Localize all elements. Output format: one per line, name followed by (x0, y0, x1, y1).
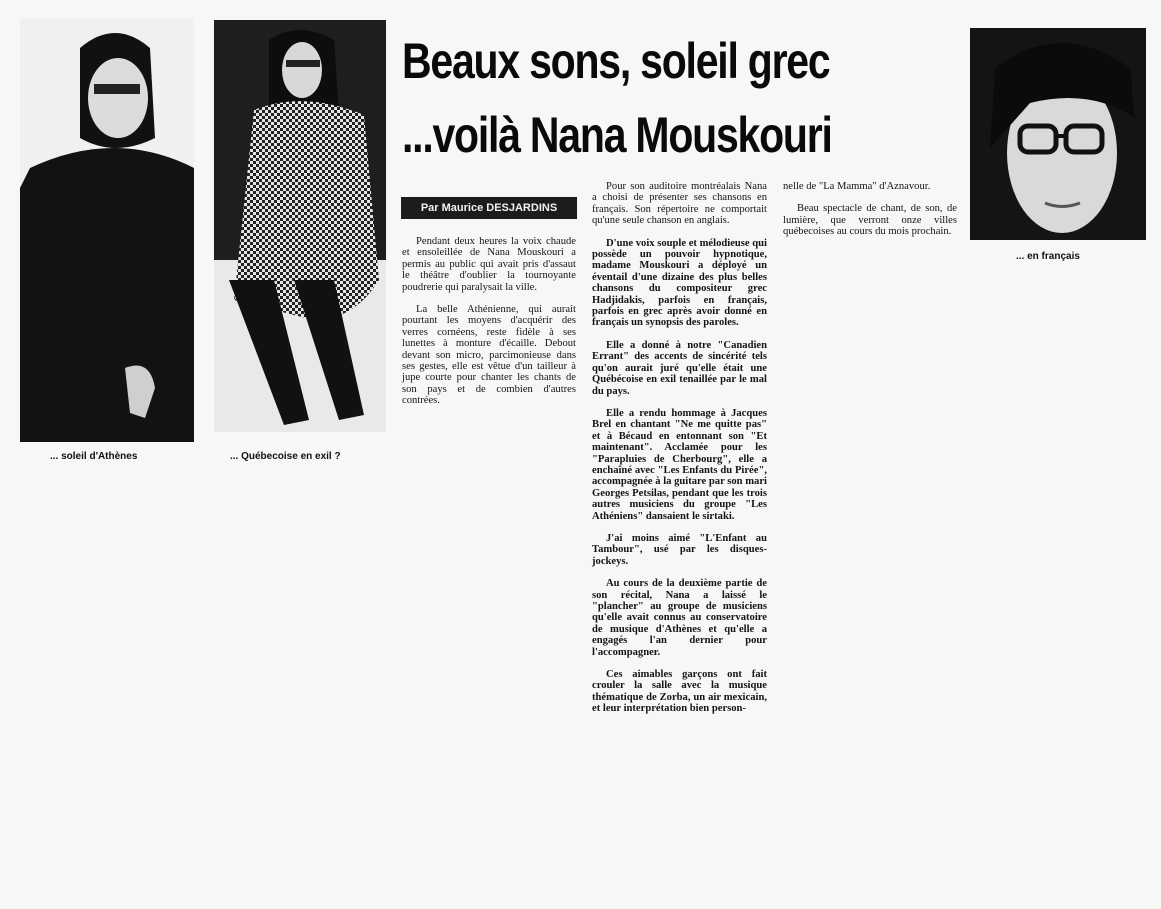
col1-paragraph: La belle Athénienne, qui aurait pourtant les moyens d'acquérir des verres cornéens, reste fidèle à ses lunettes à monture d'écaille. Debout devant son micro, parcimonieuse dans ses gestes, elle est vêtue d'un tailleur à jupe courte pour chanter les chants de son pays et de combien d'autres contrées. (402, 304, 576, 407)
photo-standing-singer-image (20, 18, 194, 442)
col2-paragraph: D'une voix souple et mélodieuse qui possède un pouvoir hypnotique, madame Mouskouri a déployé un éventail d'une dizaine des plus belles chansons du compositeur grec Hadjidakis, parfois en français, parfois en grec après avoir donné en français un synopsis des paroles. (592, 237, 767, 329)
col2-paragraph: Au cours de la deuxième partie de son récital, Nana a laissé le "plancher" au groupe de musiciens qu'elle avait connus au conservatoire de musique d'Athènes et qu'elle a engagés l'an dernier pour l'accompagner. (592, 578, 767, 658)
photo-portrait-glasses-image (970, 28, 1146, 240)
col3-paragraph: Beau spectacle de chant, de son, de lumière, que verront onze villes québecoises au cours du mois prochain. (783, 203, 957, 238)
caption-photo1: ... soleil d'Athènes (50, 451, 138, 462)
caption-photo3: ... en français (1016, 251, 1080, 262)
caption-photo2: ... Québecoise en exil ? (230, 451, 341, 462)
photo-seated-singer-image (214, 20, 386, 432)
col1-paragraph: Pendant deux heures la voix chaude et ensoleillée de Nana Mouskouri a permis au public qui avait pris d'assaut le théâtre d'oublier la tournoyante poudrerie qui paralysait la ville. (402, 236, 576, 293)
col2-paragraph: Elle a rendu hommage à Jacques Brel en chantant "Ne me quitte pas" et à Bécaud en entonnant son "Et maintenant". Acclamée pour les "Parapluies de Cherbourg", elle a enchaîné avec "Les Enfants du Pirée", accompagnée à la guitare par son mari Georges Petsilas, pendant que les trois autres musiciens du groupe "Les Athéniens" dansaient le sirtaki. (592, 407, 767, 522)
article-column-1 (402, 236, 576, 418)
col2-paragraph: Pour son auditoire montréalais Nana a choisi de présenter ses chansons en français. Son répertoire ne comportait qu'une seule chanson en anglais. (592, 181, 767, 227)
photo-seated-singer (214, 20, 386, 432)
byline: Par Maurice DESJARDINS (401, 197, 577, 219)
headline-line2: ...voilà Nana Mouskouri (402, 107, 832, 163)
photo-standing-singer (20, 18, 194, 442)
col3-paragraph: nelle de "La Mamma" d'Aznavour. (783, 181, 931, 192)
article-column-3 (783, 181, 957, 249)
photo-portrait-glasses (970, 28, 1146, 240)
col2-paragraph: Ces aimables garçons ont fait crouler la salle avec la musique thématique de Zorba, un air mexicain, et leur interprétation bien person- (592, 669, 767, 715)
col2-paragraph: Elle a donné à notre "Canadien Errant" des accents de sincérité tels qu'on aurait juré qu'elle était une Québécoise en exil tenaillée par le mal du pays. (592, 339, 767, 397)
article-column-2 (592, 181, 767, 726)
col2-paragraph: J'ai moins aimé "L'Enfant au Tambour", usé par les disques-jockeys. (592, 532, 767, 567)
headline-line1: Beaux sons, soleil grec (402, 33, 830, 89)
